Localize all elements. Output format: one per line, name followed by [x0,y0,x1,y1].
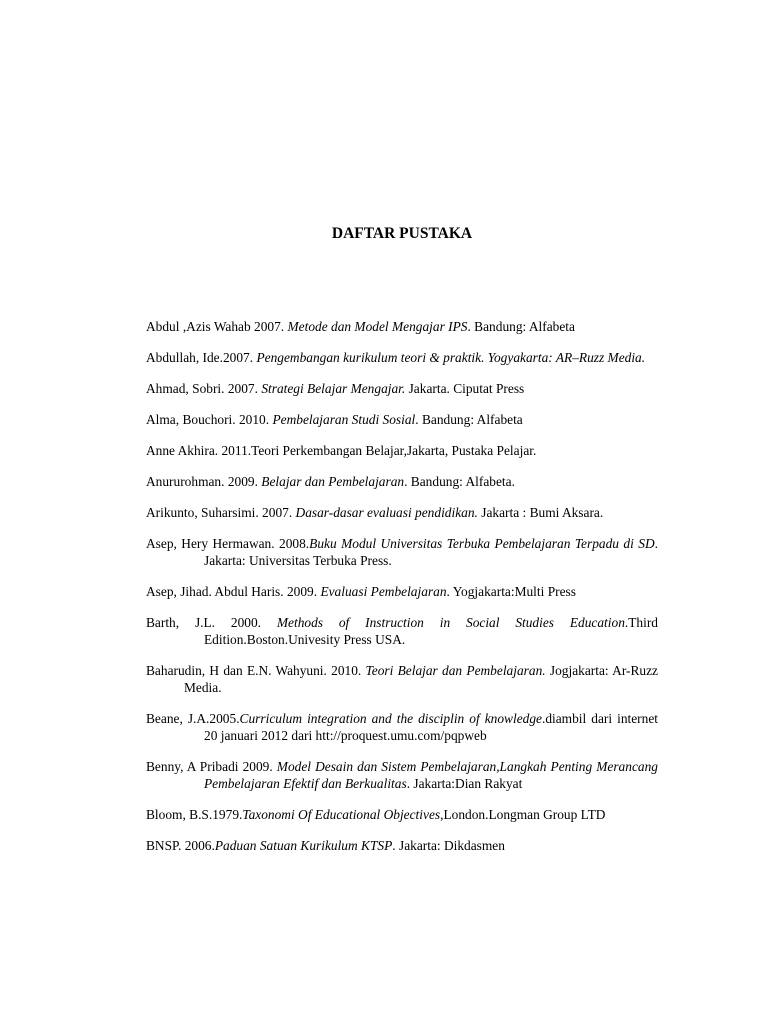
reference-title: Belajar dan Pembelajaran [261,474,405,489]
reference-text: Baharudin, H dan E.N. Wahyuni. 2010. [146,663,366,678]
reference-title: Paduan Satuan Kurikulum KTSP [214,838,393,853]
reference-entry [146,535,658,569]
reference-title: Pengembangan kurikulum teori & praktik. Yogyakarta: AR–Ruzz Media. [256,350,646,365]
reference-entry [146,837,658,854]
page-title: DAFTAR PUSTAKA [331,225,473,242]
reference-text: Beane, J.A.2005. [146,711,240,726]
reference-entry [146,411,658,428]
reference-title: Model Desain dan Sistem Pembelajaran,Langkah Penting Merancang Pembelajaran Efektif dan Berkualitas [204,759,658,791]
reference-text: .diambil dari internet 20 januari 2012 dari htt://proquest.umu.com/pqpweb [204,711,658,743]
reference-text: Abdullah, Ide.2007. [146,350,257,365]
reference-entry [146,614,658,648]
reference-entry [146,349,658,366]
reference-text: Ahmad, Sobri. 2007. [146,381,262,396]
reference-text: . Bandung: Alfabeta [467,319,575,334]
reference-entry [146,583,658,600]
reference-entry [146,473,658,490]
reference-text: . Yogjakarta:Multi Press [446,584,576,599]
reference-title: Methods of Instruction in Social Studies Education [276,615,625,630]
reference-list [146,318,658,868]
reference-entry [146,318,658,335]
reference-title: Teori Belajar dan Pembelajaran. [365,663,546,678]
reference-text: Alma, Bouchori. 2010. [146,412,273,427]
reference-title: Dasar-dasar evaluasi pendidikan. [295,505,478,520]
reference-text: ,London.Longman Group LTD [440,807,606,822]
reference-text: Abdul ,Azis Wahab 2007. [146,319,288,334]
reference-entry [146,710,658,744]
reference-text: . Bandung: Alfabeta [415,412,523,427]
reference-text: .Third Edition.Boston.Univesity Press USA. [204,615,658,647]
reference-text: . Jakarta: Dikdasmen [392,838,505,853]
reference-entry [146,758,658,792]
reference-text: . Bandung: Alfabeta. [404,474,515,489]
reference-text: Anne Akhira. 2011.Teori Perkembangan Belajar,Jakarta, Pustaka Pelajar. [146,443,537,458]
reference-text: Arikunto, Suharsimi. 2007. [146,505,296,520]
reference-title: Curriculum integration and the disciplin of knowledge [239,711,542,726]
reference-text: Jakarta : Bumi Aksara. [477,505,604,520]
reference-text: Asep, Hery Hermawan. 2008. [146,536,310,551]
reference-text: . Jakarta:Dian Rakyat [406,776,523,791]
reference-text: Barth, J.L. 2000. [146,615,277,630]
reference-entry [146,380,658,397]
reference-text: Bloom, B.S.1979. [146,807,243,822]
reference-text: Benny, A Pribadi 2009. [146,759,277,774]
reference-text: Anururohman. 2009. [146,474,262,489]
reference-entry [146,504,658,521]
reference-title: Metode dan Model Mengajar IPS [287,319,468,334]
reference-title: Taxonomi Of Educational Objectives [242,807,441,822]
reference-title: Buku Modul Universitas Terbuka Pembelajaran Terpadu di SD [309,536,655,551]
reference-text: Asep, Jihad. Abdul Haris. 2009. [146,584,321,599]
reference-title: Evaluasi Pembelajaran [320,584,447,599]
reference-text: Jakarta. Ciputat Press [405,381,525,396]
reference-entry [146,806,658,823]
reference-entry [146,442,658,459]
reference-title: Pembelajaran Studi Sosial [272,412,416,427]
reference-entry [146,662,658,696]
reference-text: . Jakarta: Universitas Terbuka Press. [204,536,658,568]
reference-text: Jogjakarta: Ar-Ruzz Media. [184,663,658,695]
reference-title: Strategi Belajar Mengajar. [261,381,406,396]
reference-text: BNSP. 2006. [146,838,215,853]
